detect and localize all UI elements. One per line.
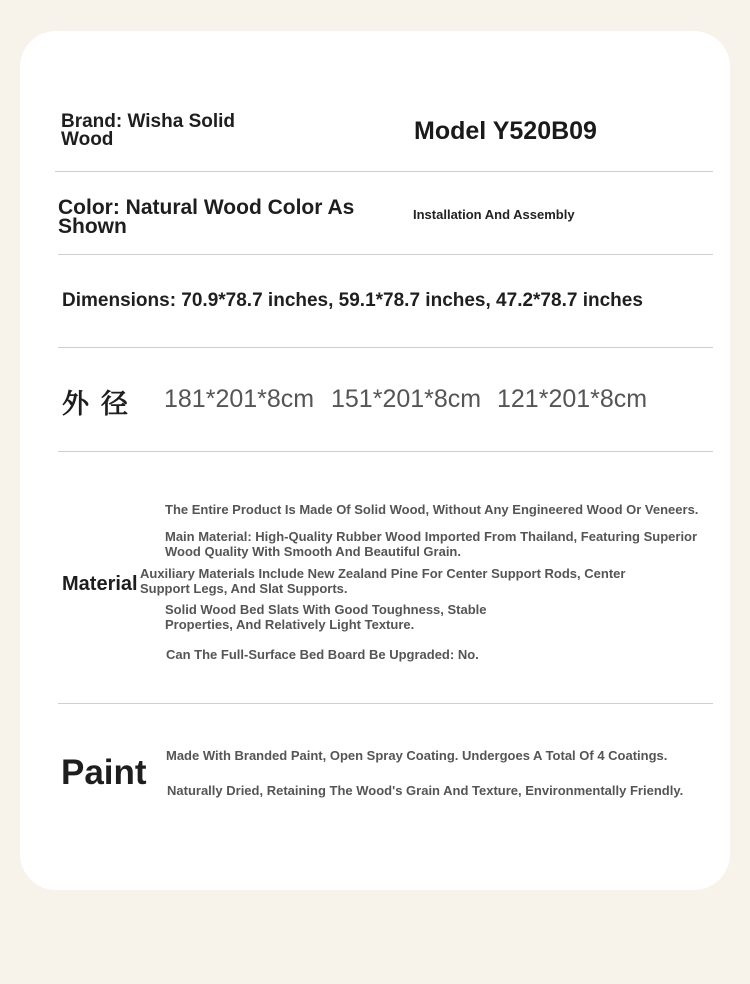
material-line: Solid Wood Bed Slats With Good Toughness, Stable Properties, And Relatively Light Texture. [165,602,487,632]
material-line: Can The Full-Surface Bed Board Be Upgraded: No. [166,647,479,662]
paint-label: Paint [61,753,147,792]
outer-diameter-label: 外径 [62,389,140,420]
dimensions-text: Dimensions: 70.9*78.7 inches, 59.1*78.7 inches, 47.2*78.7 inches [62,290,643,311]
material-label: Material [62,573,138,595]
divider [58,703,713,704]
model-text: Model Y520B09 [414,117,597,145]
paint-line: Made With Branded Paint, Open Spray Coating. Undergoes A Total Of 4 Coatings. [166,748,668,763]
brand-text: Brand: Wisha Solid Wood [61,111,236,150]
divider [55,171,713,172]
installation-text: Installation And Assembly [413,207,575,222]
material-line: Auxiliary Materials Include New Zealand Pine For Center Support Rods, Center Support Legs, And Slat Supports. [140,566,626,596]
size-value: 181*201*8cm [164,385,315,413]
spec-card [20,31,730,890]
divider [58,451,713,452]
paint-line: Naturally Dried, Retaining The Wood's Grain And Texture, Environmentally Friendly. [167,783,684,798]
divider [58,347,713,348]
divider [58,254,713,255]
color-text: Color: Natural Wood Color As Shown [58,196,355,238]
size-value: 121*201*8cm [497,385,648,413]
material-line: Main Material: High-Quality Rubber Wood Imported From Thailand, Featuring Superior Wood Quality With Smooth And Beautiful Grain. [165,529,698,559]
size-value: 151*201*8cm [331,385,482,413]
material-line: The Entire Product Is Made Of Solid Wood, Without Any Engineered Wood Or Veneers. [165,502,699,517]
